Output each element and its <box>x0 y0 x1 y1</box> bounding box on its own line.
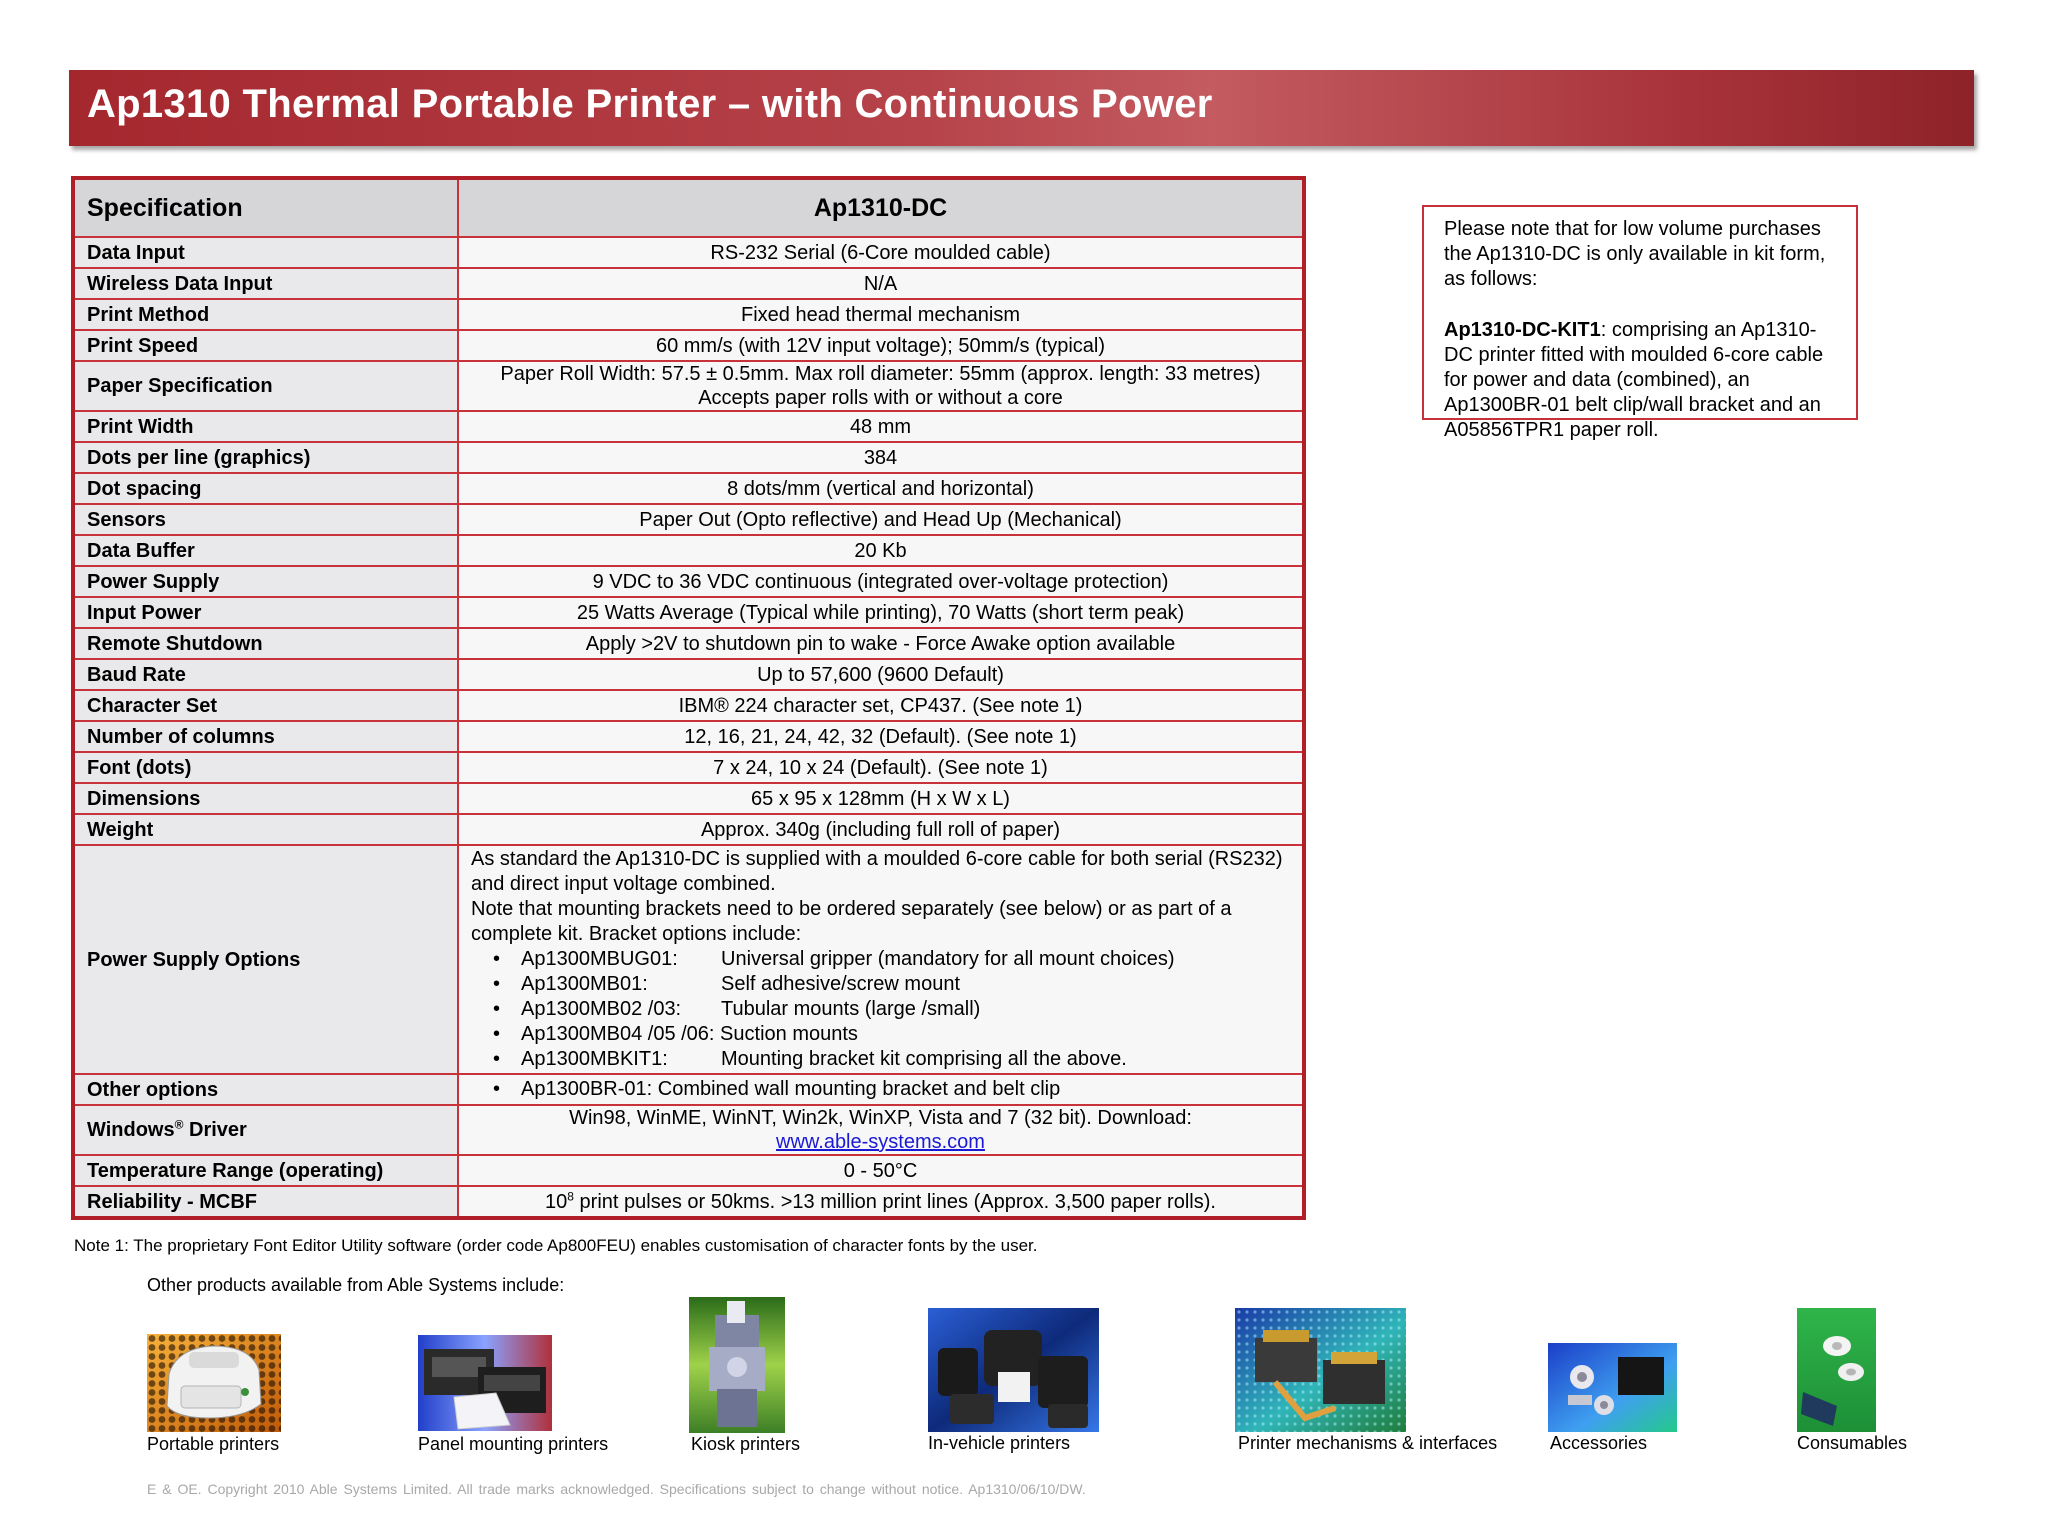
kiosk-printer-photo <box>689 1297 785 1433</box>
reliability-base: 10 <box>545 1190 568 1213</box>
table-row <box>73 535 1304 566</box>
spec-label: Temperature Range (operating) <box>73 1155 458 1186</box>
spec-label: Wireless Data Input <box>73 268 458 299</box>
spec-label: Reliability - MCBF <box>73 1186 458 1218</box>
spec-label: Character Set <box>73 690 458 721</box>
table-row <box>73 237 1304 268</box>
spec-value: Approx. 340g (including full roll of paper) <box>458 814 1304 845</box>
table-row <box>73 752 1304 783</box>
spec-label: Number of columns <box>73 721 458 752</box>
paper-spec-line-2: Accepts paper rolls with or without a core <box>698 387 1063 409</box>
spec-label: Dimensions <box>73 783 458 814</box>
product-caption: Accessories <box>1550 1433 1648 1453</box>
copyright-footer: E & OE. Copyright 2010 Able Systems Limited. All trade marks acknowledged. Specifications subject to change without notice. Ap1310/06/10/DW. <box>147 1481 1086 1497</box>
power-options-value <box>458 845 1304 1074</box>
spec-label: Remote Shutdown <box>73 628 458 659</box>
bracket-code: Ap1300MBUG01: <box>521 948 678 970</box>
spec-label: Dots per line (graphics) <box>73 442 458 473</box>
list-item <box>521 1022 1288 1047</box>
list-item <box>521 997 1288 1022</box>
power-options-para-2: Note that mounting brackets need to be ordered separately (see below) or as part of a complete kit. Bracket options include: <box>471 898 1232 945</box>
table-row <box>73 361 1304 411</box>
vehicle-printer-photo <box>928 1308 1099 1432</box>
windows-driver-text: Win98, WinME, WinNT, Win2k, WinXP, Vista and 7 (32 bit). Download: <box>569 1107 1192 1129</box>
spec-value: 65 x 95 x 128mm (H x W x L) <box>458 783 1304 814</box>
product-caption: Kiosk printers <box>691 1434 801 1454</box>
spec-value: RS-232 Serial (6-Core moulded cable) <box>458 237 1304 268</box>
bracket-desc: Universal gripper (mandatory for all mount choices) <box>721 948 1175 970</box>
spec-value: Fixed head thermal mechanism <box>458 299 1304 330</box>
reliability-text: print pulses or 50kms. >13 million print lines (Approx. 3,500 paper rolls). <box>573 1190 1216 1213</box>
kit-description: : comprising an Ap1310-DC printer fitted with moulded 6-core cable for power and data (combined), an Ap1300BR-01 belt clip/wall bracket and an A05856TPR1 paper roll. <box>1444 319 1824 441</box>
spec-value: N/A <box>458 268 1304 299</box>
table-row <box>73 1155 1304 1186</box>
spec-label: Sensors <box>73 504 458 535</box>
table-row <box>73 268 1304 299</box>
bracket-options-list <box>471 947 1288 1072</box>
spec-value <box>458 1186 1304 1218</box>
spec-label: Print Method <box>73 299 458 330</box>
spec-label: Print Width <box>73 411 458 442</box>
spec-label: Data Buffer <box>73 535 458 566</box>
spec-label: Weight <box>73 814 458 845</box>
spec-value: 8 dots/mm (vertical and horizontal) <box>458 473 1304 504</box>
table-row <box>73 1186 1304 1218</box>
spec-value: Apply >2V to shutdown pin to wake - Force Awake option available <box>458 628 1304 659</box>
consumables-photo <box>1797 1308 1876 1432</box>
bracket-code: Ap1300MB01: <box>521 973 648 995</box>
table-row <box>73 628 1304 659</box>
driver-label: Driver <box>183 1119 247 1141</box>
spec-label <box>73 1105 458 1155</box>
product-caption: Printer mechanisms & interfaces <box>1238 1433 1498 1453</box>
spec-value: 7 x 24, 10 x 24 (Default). (See note 1) <box>458 752 1304 783</box>
other-options-list <box>471 1077 1288 1102</box>
bracket-desc: Tubular mounts (large /small) <box>721 998 981 1020</box>
spec-value: 25 Watts Average (Typical while printing), 70 Watts (short term peak) <box>458 597 1304 628</box>
kit-note-intro: Please note that for low volume purchases the Ap1310-DC is only available in kit form, as follows: <box>1444 218 1826 290</box>
spec-label: Data Input <box>73 237 458 268</box>
table-row <box>73 659 1304 690</box>
footnote-1: Note 1: The proprietary Font Editor Utility software (order code Ap800FEU) enables customisation of character fonts by the user. <box>74 1236 1038 1255</box>
specification-table <box>71 176 1306 1220</box>
kit-note-box <box>1422 205 1858 441</box>
spec-label: Dot spacing <box>73 473 458 504</box>
list-item <box>521 1047 1288 1072</box>
product-caption: Consumables <box>1797 1433 1908 1453</box>
table-header-row <box>73 178 1304 237</box>
download-link[interactable]: www.able-systems.com <box>776 1131 985 1153</box>
power-options-row <box>73 845 1304 1074</box>
table-row <box>73 299 1304 330</box>
header-model: Ap1310-DC <box>458 178 1304 237</box>
spec-label: Power Supply Options <box>73 845 458 1074</box>
table-row <box>73 442 1304 473</box>
table-row <box>73 473 1304 504</box>
portable-printer-photo <box>147 1334 281 1432</box>
product-caption: In-vehicle printers <box>928 1433 1071 1453</box>
spec-label: Paper Specification <box>73 361 458 411</box>
bracket-desc: Suction mounts <box>720 1023 858 1045</box>
spec-label: Print Speed <box>73 330 458 361</box>
table-row <box>73 566 1304 597</box>
other-options-value <box>458 1074 1304 1105</box>
bracket-desc: Mounting bracket kit comprising all the above. <box>721 1048 1127 1070</box>
list-item <box>521 972 1288 997</box>
paper-spec-line-1: Paper Roll Width: 57.5 ± 0.5mm. Max roll diameter: 55mm (approx. length: 33 metres) <box>500 363 1261 385</box>
registered-mark: ® <box>174 1117 184 1132</box>
spec-value: Up to 57,600 (9600 Default) <box>458 659 1304 690</box>
spec-value: 0 - 50°C <box>458 1155 1304 1186</box>
spec-value <box>458 1105 1304 1155</box>
spec-value <box>458 361 1304 411</box>
spec-value: 60 mm/s (with 12V input voltage); 50mm/s (typical) <box>458 330 1304 361</box>
list-item <box>521 947 1288 972</box>
product-caption: Panel mounting printers <box>418 1434 609 1454</box>
spec-label: Baud Rate <box>73 659 458 690</box>
other-products-heading: Other products available from Able Systems include: <box>147 1275 565 1295</box>
table-row <box>73 330 1304 361</box>
kit-note-detail <box>1444 318 1836 443</box>
table-row <box>73 690 1304 721</box>
power-options-para-1: As standard the Ap1310-DC is supplied with a moulded 6-core cable for both serial (RS232) and direct input voltage combined. <box>471 848 1283 895</box>
spec-label: Font (dots) <box>73 752 458 783</box>
spec-value: 20 Kb <box>458 535 1304 566</box>
table-row <box>73 504 1304 535</box>
list-item: • Ap1300BR-01: Combined wall mounting bracket and belt clip <box>521 1077 1288 1102</box>
spec-value: 48 mm <box>458 411 1304 442</box>
mechanism-photo <box>1235 1308 1406 1432</box>
accessories-photo <box>1548 1343 1677 1432</box>
panel-printer-photo <box>418 1335 552 1431</box>
spec-value: 9 VDC to 36 VDC continuous (integrated over-voltage protection) <box>458 566 1304 597</box>
table-row <box>73 411 1304 442</box>
kit-code: Ap1310-DC-KIT1 <box>1444 319 1601 341</box>
bracket-code: Ap1300MB02 /03: <box>521 998 682 1020</box>
bracket-code: Ap1300MB04 /05 /06: <box>521 1023 715 1045</box>
spec-label: Input Power <box>73 597 458 628</box>
spec-value: IBM® 224 character set, CP437. (See note 1) <box>458 690 1304 721</box>
page-title: Ap1310 Thermal Portable Printer – with Continuous Power <box>87 82 1213 126</box>
table-row <box>73 814 1304 845</box>
header-specification: Specification <box>73 178 458 237</box>
windows-driver-row <box>73 1105 1304 1155</box>
title-banner <box>69 70 1974 146</box>
spec-value: Paper Out (Opto reflective) and Head Up (Mechanical) <box>458 504 1304 535</box>
spec-value: 384 <box>458 442 1304 473</box>
product-caption: Portable printers <box>147 1434 280 1454</box>
table-row <box>73 597 1304 628</box>
table-row <box>73 721 1304 752</box>
spec-value: 12, 16, 21, 24, 42, 32 (Default). (See note 1) <box>458 721 1304 752</box>
spec-label: Power Supply <box>73 566 458 597</box>
bracket-code: Ap1300MBKIT1: <box>521 1048 668 1070</box>
reliability-exponent: 8 <box>567 1188 574 1203</box>
bracket-desc: Self adhesive/screw mount <box>721 973 961 995</box>
windows-label: Windows <box>87 1119 175 1141</box>
table-row <box>73 783 1304 814</box>
other-options-row <box>73 1074 1304 1105</box>
spec-label: Other options <box>73 1074 458 1105</box>
